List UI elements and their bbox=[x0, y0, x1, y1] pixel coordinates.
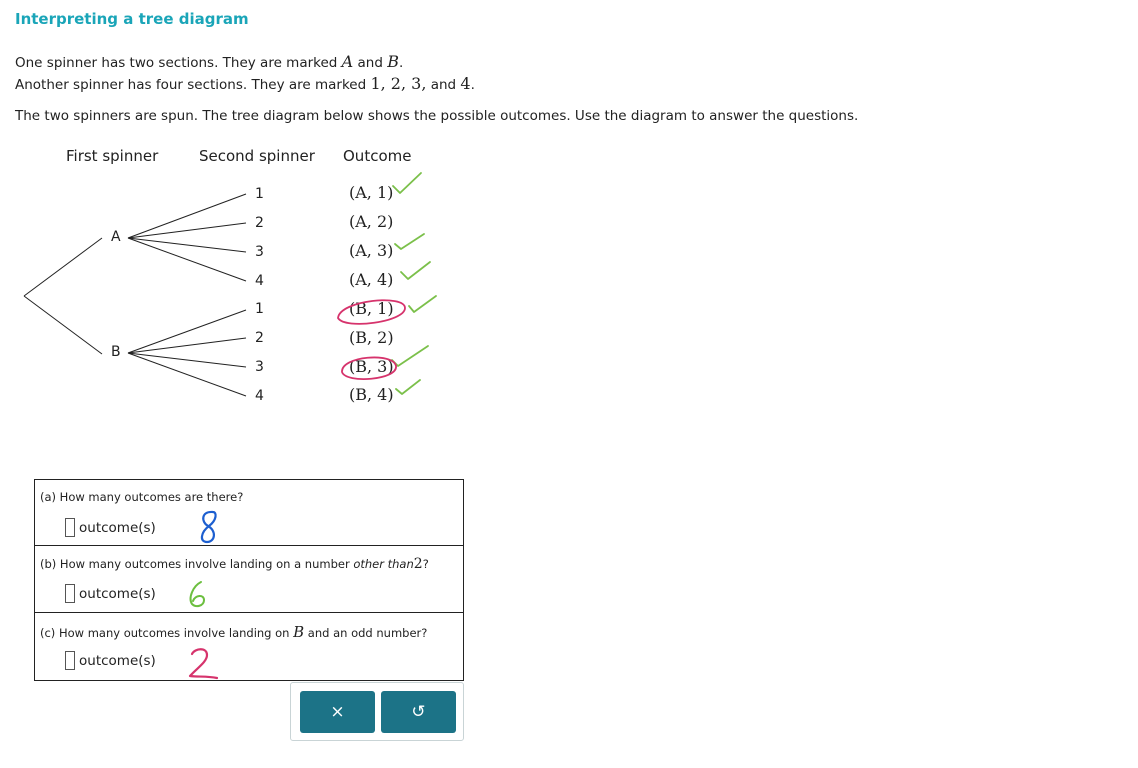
leaf-a-4: 4 bbox=[255, 273, 264, 289]
check-mark-icon bbox=[396, 380, 420, 394]
close-icon: × bbox=[330, 702, 345, 722]
header-second-spinner: Second spinner bbox=[199, 147, 315, 165]
intro-line-3: The two spinners are spun. The tree diagram below shows the possible outcomes. Use the diagram to answer the questions. bbox=[15, 108, 859, 124]
question-b-text: (b) How many outcomes involve landing on a number other than2? bbox=[40, 556, 429, 572]
handwritten-answer-c-2-icon bbox=[185, 646, 221, 680]
leaf-a-3: 3 bbox=[255, 244, 264, 260]
leaf-b-3: 3 bbox=[255, 359, 264, 375]
outcome-a2: (A, 2) bbox=[349, 212, 394, 231]
circle-mark-icon bbox=[342, 357, 396, 379]
leaf-a-1: 1 bbox=[255, 186, 264, 202]
circle-mark-icon bbox=[338, 300, 405, 324]
undo-icon: ↺ bbox=[411, 702, 426, 722]
undo-button[interactable] bbox=[381, 691, 456, 733]
question-a-text: (a) How many outcomes are there? bbox=[40, 490, 244, 504]
leaf-b-4: 4 bbox=[255, 388, 264, 404]
answer-a-unit: outcome(s) bbox=[79, 519, 156, 536]
intro-line-2: Another spinner has four sections. They are marked 1, 2, 3, and 4. bbox=[15, 74, 475, 93]
question-b-panel bbox=[34, 545, 464, 613]
answer-c-input[interactable] bbox=[65, 651, 75, 670]
outcome-b2: (B, 2) bbox=[349, 328, 394, 347]
question-b-answer-row bbox=[65, 584, 156, 603]
question-a-answer-row bbox=[65, 518, 156, 537]
leaf-b-1: 1 bbox=[255, 301, 264, 317]
question-c-text: (c) How many outcomes involve landing on B and an odd number? bbox=[40, 623, 428, 641]
check-mark-icon bbox=[393, 173, 421, 193]
check-mark-icon bbox=[395, 234, 424, 249]
outcome-a1: (A, 1) bbox=[349, 183, 394, 202]
outcome-b1: (B, 1) bbox=[349, 299, 394, 318]
check-mark-icon bbox=[409, 296, 436, 312]
question-c-panel bbox=[34, 612, 464, 681]
handwritten-answer-b-6-icon bbox=[185, 580, 215, 610]
leaf-b-2: 2 bbox=[255, 330, 264, 346]
answer-b-input[interactable] bbox=[65, 584, 75, 603]
outcome-b3: (B, 3) bbox=[349, 357, 394, 376]
header-outcome: Outcome bbox=[343, 147, 412, 165]
button-panel bbox=[290, 682, 464, 741]
answer-b-unit: outcome(s) bbox=[79, 585, 156, 602]
node-a: A bbox=[111, 229, 121, 245]
outcome-a3: (A, 3) bbox=[349, 241, 394, 260]
page-title: Interpreting a tree diagram bbox=[15, 10, 249, 28]
check-mark-icon bbox=[401, 262, 430, 279]
header-first-spinner: First spinner bbox=[66, 147, 159, 165]
outcome-b4: (B, 4) bbox=[349, 385, 394, 404]
node-b: B bbox=[111, 344, 121, 360]
answer-c-unit: outcome(s) bbox=[79, 652, 156, 669]
answer-a-input[interactable] bbox=[65, 518, 75, 537]
clear-button[interactable] bbox=[300, 691, 375, 733]
leaf-a-2: 2 bbox=[255, 215, 264, 231]
question-a-panel bbox=[34, 479, 464, 546]
outcome-a4: (A, 4) bbox=[349, 270, 394, 289]
intro-line-1: One spinner has two sections. They are marked A and B. bbox=[15, 52, 404, 71]
handwritten-answer-a-8-icon bbox=[195, 508, 225, 548]
check-mark-icon bbox=[392, 346, 428, 366]
question-c-answer-row bbox=[65, 651, 156, 670]
